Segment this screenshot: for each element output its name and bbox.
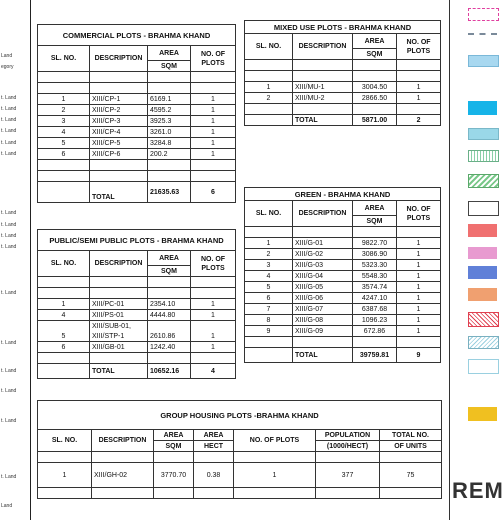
col-header-plots: NO. OF PLOTS (397, 34, 441, 60)
table-row: 4 XIII/G-04 5548.30 1 (245, 271, 441, 282)
table-row: 6 XIII/GB-01 1242.40 1 (38, 342, 236, 353)
legend-swatch-red (468, 224, 497, 237)
col-header-plots: NO. OF PLOTS (191, 46, 236, 72)
legend-swatch-yellow (468, 407, 497, 421)
col-header-population-unit: (1000/HECT) (316, 441, 380, 452)
table-row: 9 XIII/G-09 672.86 1 (245, 326, 441, 337)
table-row: 2 XIII/CP-2 4595.2 1 (38, 105, 236, 116)
table-row (38, 488, 442, 499)
col-header-desc: DESCRIPTION (293, 34, 353, 60)
table-row: 4 XIII/PS-01 4444.80 1 (38, 310, 236, 321)
strip-label: t. Land (1, 210, 17, 216)
strip-label: t. Land (1, 151, 17, 157)
table-row (38, 353, 236, 364)
legend-swatch-outline (468, 359, 499, 374)
col-header-units-sub: OF UNITS (380, 441, 442, 452)
table-row: 1 XIII/GH-02 3770.70 0.38 1 377 75 (38, 463, 442, 488)
strip-label: t. Land (1, 388, 17, 394)
col-header-unit: SQM (148, 266, 191, 277)
col-header-population: POPULATION (316, 430, 380, 441)
col-header-area-sqm: AREA (154, 430, 194, 441)
col-header-sl: SL. NO. (38, 46, 90, 72)
table-row (38, 160, 236, 171)
table-row (38, 288, 236, 299)
strip-label: t. Land (1, 340, 17, 346)
table-row: 3 XIII/CP-3 3925.3 1 (38, 116, 236, 127)
strip-label: t. Land (1, 95, 17, 101)
table-row (38, 171, 236, 182)
table-row (245, 104, 441, 115)
group-housing-plots-table (37, 400, 442, 499)
strip-label: t. Land (1, 368, 17, 374)
table-row (245, 337, 441, 348)
table-row: 5 XIII/STP-1 2610.86 1 (38, 331, 236, 342)
commercial-plots-table (37, 24, 236, 203)
legend-swatch-dashed-line (468, 33, 497, 39)
col-header-plots: NO. OF PLOTS (234, 430, 316, 452)
col-header-area: AREA (353, 201, 397, 216)
strip-label: t. Land (1, 140, 17, 146)
strip-label: egory (1, 64, 14, 70)
public-semi-public-plots-table (37, 229, 236, 379)
strip-label: t. Land (1, 222, 17, 228)
legend-swatch-white (468, 201, 499, 216)
col-header-unit-sqm: SQM (154, 441, 194, 452)
remarks-heading: REM (452, 478, 504, 503)
col-header-unit: SQM (353, 49, 397, 60)
legend-swatch-pale-cyan (468, 128, 499, 140)
col-header-desc: DESCRIPTION (92, 430, 154, 452)
col-header-area-hect: AREA (194, 430, 234, 441)
col-header-desc: DESCRIPTION (90, 46, 148, 72)
strip-label: t. Land (1, 244, 17, 250)
col-header-plots: NO. OF PLOTS (191, 251, 236, 277)
green-plots-table (244, 187, 441, 363)
table-row (38, 83, 236, 94)
table-row: 7 XIII/G-07 6387.68 1 (245, 304, 441, 315)
total-row: TOTAL 10652.16 4 (38, 364, 236, 379)
table-row: 1 XIII/G-01 9822.70 1 (245, 238, 441, 249)
table-row (38, 452, 442, 463)
legend-swatch-blue (468, 266, 497, 279)
table-row (38, 277, 236, 288)
col-header-sl: SL. NO. (38, 251, 90, 277)
col-header-desc: DESCRIPTION (90, 251, 148, 277)
legend-swatch-cyan (468, 101, 497, 115)
left-cropped-legend-strip (0, 0, 31, 520)
legend-swatch-crosshatch-red (468, 312, 499, 327)
legend-swatch-pink (468, 247, 497, 259)
legend-swatch-light-blue (468, 55, 499, 67)
strip-label: t. Land (1, 106, 17, 112)
col-header-desc: DESCRIPTION (293, 201, 353, 227)
table-row: 6 XIII/CP-6 200.2 1 (38, 149, 236, 160)
table-row: 8 XIII/G-08 1096.23 1 (245, 315, 441, 326)
col-header-unit: SQM (148, 61, 191, 72)
col-header-unit-hect: HECT (194, 441, 234, 452)
strip-label: t. Land (1, 128, 17, 134)
table-title: COMMERCIAL PLOTS - BRAHMA KHAND (38, 25, 236, 46)
strip-label: t. Land (1, 290, 17, 296)
col-header-sl: SL. NO. (245, 34, 293, 60)
table-row: 2 XIII/G-02 3086.90 1 (245, 249, 441, 260)
table-row: XIII/SUB-01, (38, 321, 236, 332)
strip-label: t. Land (1, 418, 17, 424)
mixed-use-plots-table (244, 20, 441, 126)
legend-swatch-dotted-green (468, 150, 499, 162)
col-header-unit: SQM (353, 216, 397, 227)
col-header-area: AREA (148, 251, 191, 266)
col-header-plots: NO. OF PLOTS (397, 201, 441, 227)
table-row: 3 XIII/G-03 5323.30 1 (245, 260, 441, 271)
table-row: 4 XIII/CP-4 3261.0 1 (38, 127, 236, 138)
table-row: 2 XIII/MU-2 2866.50 1 (245, 93, 441, 104)
table-row: 5 XIII/CP-5 3284.8 1 (38, 138, 236, 149)
table-row (245, 71, 441, 82)
table-row: 5 XIII/G-05 3574.74 1 (245, 282, 441, 293)
table-row: 6 XIII/G-06 4247.10 1 (245, 293, 441, 304)
table-title: MIXED USE PLOTS - BRAHMA KHAND (245, 21, 441, 34)
legend-swatch-dashed-pink (468, 8, 499, 21)
col-header-area: AREA (148, 46, 191, 61)
table-title: PUBLIC/SEMI PUBLIC PLOTS - BRAHMA KHAND (38, 230, 236, 251)
strip-label: Land (1, 503, 13, 509)
total-row: TOTAL 21635.63 6 (38, 182, 236, 203)
table-row (245, 60, 441, 71)
table-title: GROUP HOUSING PLOTS -BRAHMA KHAND (38, 401, 442, 430)
legend-swatch-hatched-green (468, 174, 499, 188)
col-header-sl: SL. NO. (38, 430, 92, 452)
table-title: GREEN - BRAHMA KHAND (245, 188, 441, 201)
legend-swatch-hatched-cyan (468, 336, 499, 349)
table-row (38, 72, 236, 83)
total-row: TOTAL 5871.00 2 (245, 115, 441, 126)
total-row: TOTAL 39759.81 9 (245, 348, 441, 363)
strip-label: Land (1, 53, 13, 59)
col-header-area: AREA (353, 34, 397, 49)
sheet-divider-line (449, 0, 450, 520)
strip-label: t. Land (1, 117, 17, 123)
col-header-sl: SL. NO. (245, 201, 293, 227)
legend-swatch-orange (468, 288, 497, 301)
table-row: 1 XIII/PC-01 2354.10 1 (38, 299, 236, 310)
col-header-units: TOTAL NO. (380, 430, 442, 441)
strip-label: t. Land (1, 474, 17, 480)
table-row: 1 XIII/CP-1 6169.1 1 (38, 94, 236, 105)
table-row (245, 227, 441, 238)
table-row: 1 XIII/MU-1 3004.50 1 (245, 82, 441, 93)
strip-label: t. Land (1, 233, 17, 239)
